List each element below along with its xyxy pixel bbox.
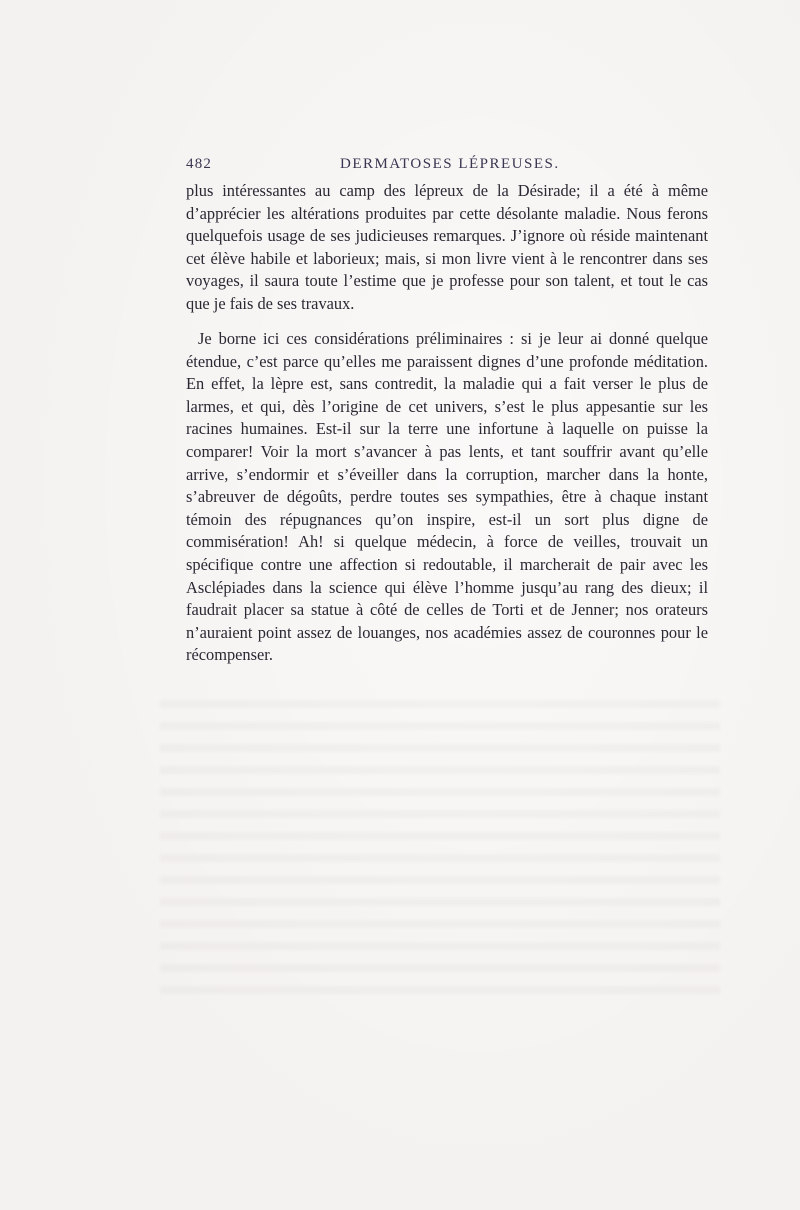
- paragraph-1: plus intéressantes au camp des lépreux de la Désirade; il a été à même d’apprécier les altérations produites par cette désolante maladie. Nous ferons quelquefois usage de ses judicieuses remarques. J’ignore où réside maintenant cet élève habile et laborieux; mais, si mon livre vient à le rencontrer dans ses voyages, il saura toute l’estime que je professe pour son talent, et tout le cas que je fais de ses travaux.: [186, 181, 708, 313]
- page-number: 482: [186, 156, 213, 172]
- paragraph-2: Je borne ici ces considérations préliminaires : si je leur ai donné quelque étendue, c’est parce qu’elles me paraissent dignes d’une profonde méditation. En effet, la lèpre est, sans contredit, la maladie qui a fait verser le plus de larmes, et qui, dès l’origine de cet univers, s’est le plus appesantie sur les racines humaines. Est-il sur la terre une infortune à laquelle on puisse la comparer! Voir la mort s’avancer à pas lents, et tant souffrir avant qu’elle arrive, s’endormir et s’éveiller dans la corruption, marcher dans la honte, s’abreuver de dégoûts, perdre toutes ses sympathies, être à chaque instant témoin des répugnances qu’on inspire, est-il un sort plus digne de commisération! Ah! si quelque médecin, à force de veilles, trouvait un spécifique contre une affection si redoutable, il marcherait de pair avec les Asclépiades dans la science qui élève l’homme jusqu’au rang des dieux; il faudrait placer sa statue à côté de celles de Torti et de Jenner; nos orateurs n’auraient point assez de louanges, nos académies assez de couronnes pour le récompenser.: [186, 329, 708, 665]
- running-title: DERMATOSES LÉPREUSES.: [340, 156, 560, 172]
- show-through-texture: [160, 700, 720, 1000]
- page-header: [186, 156, 708, 178]
